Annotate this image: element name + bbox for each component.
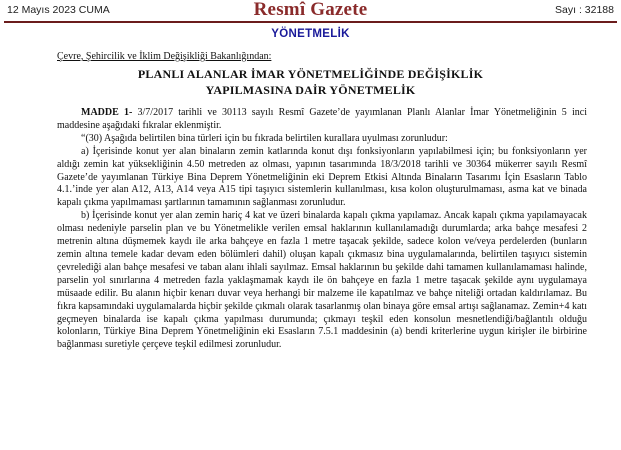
issue-number: Sayı : 32188 [555, 4, 614, 16]
regulation-title-line-2: YAPILMASINA DAİR YÖNETMELİK [205, 83, 416, 97]
item-b: b) İçerisinde konut yer alan zemin hariç 4 kat ve üzeri binalarda kapalı çıkma yapılamaz. Ancak kapalı çıkma yapılamayacak olması nedeniyle parselin plan ve bu Yönetmelikle verilen emsal haklarının kullanılamadığı durumlarda; arka bahçe mesafesi 2 metrenin altına düşmemek kaydı ile arka bahçeye en fazla 1 metre taşacak şekilde, sadece kolon ve/veya perdelerden (bunların zemin altına temele kadar devam eden bölümleri dahil) oluşan kapalı çıkmasız bina uygulamalarında, belirtilen taşıyıcı sistemin çevrelediği alan bahçe mesafesi ve taban alanı ihlali sayılmaz. Emsal haklarının bu şekilde dahi tamamen kullanılamaması halinde, parselin yol sınırlarına 4 metreden fazla yaklaşmamak kaydı ile ön bahçeye en fazla 1 metre taşacak şekilde aynı uygulamaya müsaade edilir. Bu alanın hiçbir kenarı duvar veya herhangi bir malzeme ile kapatılmaz ve bahçe niteliği ortadan kaldırılamaz. Bu fıkra kapsamındaki uygulamalarda hiçbir şekilde çıkmalı olarak tasarlanmış olan binaya göre emsal artışı sağlanamaz. Zemin+4 katı geçmeyen binalarda ise kapalı çıkma yapılması durumunda; çıkmayı teşkil eden konsolun mesnetlendiği/bağlantılı olduğu kolonların, Türkiye Bina Deprem Yönetmeliğinin eki Esasların 7.5.1 maddesinin (a) bendi kriterlerine uygun kirişler ile birbirine bağlanması suretiyle çerçeve teşkil edilmesi zorunludur. [57, 210, 587, 351]
article-intro [57, 107, 587, 133]
issue-date: 12 Mayıs 2023 CUMA [7, 4, 110, 16]
regulation-title-line-1: PLANLI ALANLAR İMAR YÖNETMELİĞİNDE DEĞİŞİKLİK [137, 67, 484, 81]
gazette-title: Resmî Gazete [253, 0, 368, 20]
article-intro-text: 3/7/2017 tarihli ve 30113 sayılı Resmî Gazete’de yayımlanan Planlı Alanlar İmar Yönetmeliğinin 5 inci maddesine aşağıdaki fıkralar eklenmiştir. [57, 107, 587, 131]
article-label: MADDE 1- [81, 107, 133, 118]
item-a: a) İçerisinde konut yer alan binaların zemin katlarında konut dışı fonksiyonların yapılabilmesi için; bu fonksiyonların yer aldığı zemin kat yüksekliğinin 4.50 metreden az olması, yapının tasarımında 18/3/2018 tarihli ve 30364 mükerrer sayılı Resmî Gazete’de yayımlanan Türkiye Bina Deprem Yönetmeliğinin eki Deprem Etkisi Altında Binaların Tasarımı İçin Esasların Tablo 4.1.’inde yer alan A12, A13, A14 veya A15 tipi taşıyıcı sistemlerin kullanılması, kısa kolon oluşturulmaması, asma kat ve binada kapalı çıkma yapılmaması şartlarının tamamının sağlanması zorunludur. [57, 145, 587, 209]
masthead [0, 0, 621, 22]
paragraph-30: “(30) Aşağıda belirtilen bina türleri için bu fıkrada belirtilen kurallara uyulması zorunludur: [81, 132, 448, 144]
masthead-divider [4, 21, 617, 23]
regulation-body [57, 107, 587, 352]
issuing-ministry: Çevre, Şehircilik ve İklim Değişikliği Bakanlığından: [57, 51, 272, 62]
section-title: YÖNETMELİK [271, 28, 350, 40]
